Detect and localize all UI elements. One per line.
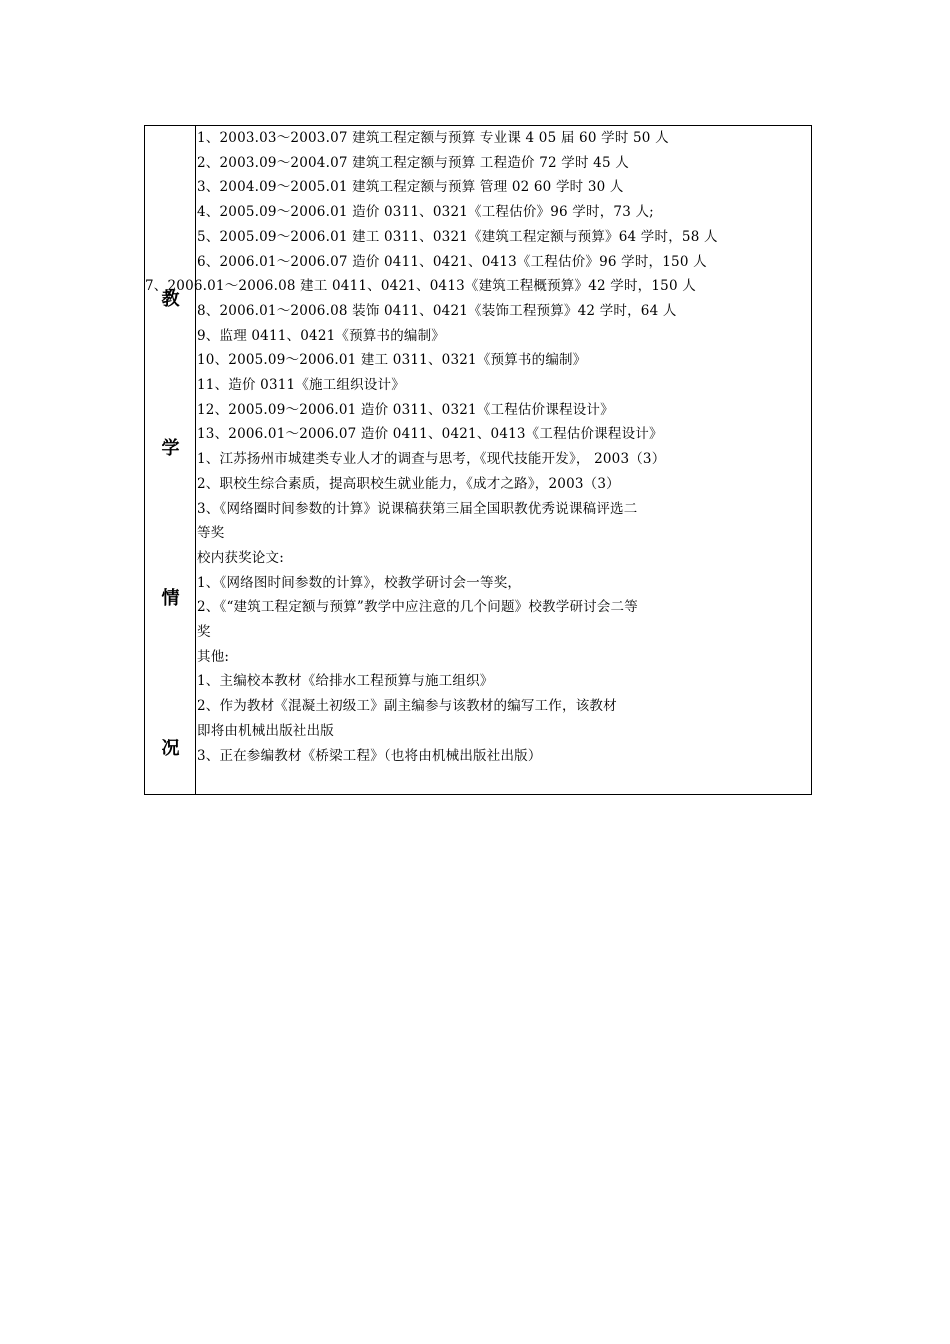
content-line: 3、《网络圈时间参数的计算》说课稿获第三届全国职教优秀说课稿评选二: [197, 500, 638, 517]
content-line: 11、造价 0311《施工组织设计》: [197, 377, 405, 393]
teaching-record-table: [144, 125, 812, 795]
content-line: 其他:: [197, 648, 230, 665]
content-line: 2、《“建筑工程定额与预算”教学中应注意的几个问题》校教学研讨会二等: [197, 599, 638, 616]
content-line: 7、2006.01～2006.08 建工 0411、0421、0413《建筑工程概预算》42 学时，150 人: [145, 278, 696, 295]
content-line: 1、主编校本教材《给排水工程预算与施工组织》: [197, 673, 494, 690]
content-line: 2、职校生综合素质，提高职校生就业能力，《成才之路》，2003（3）: [197, 475, 620, 492]
content-line: 2、作为教材《混凝土初级工》副主编参与该教材的编写工作，该教材: [197, 698, 617, 715]
content-line: 校内获奖论文:: [197, 549, 284, 566]
content-line: 12、2005.09～2006.01 造价 0311、0321《工程估价课程设计》: [197, 401, 614, 418]
content-line: 6、2006.01～2006.07 造价 0411、0421、0413《工程估价》96 学时，150 人: [197, 253, 707, 270]
section-label-char: 况: [161, 738, 180, 759]
content-line: 等奖: [197, 525, 225, 542]
content-line: 3、正在参编教材《桥梁工程》（也将由机械出版社出版）: [197, 747, 542, 764]
section-label-char: 学: [161, 438, 180, 459]
content-line: 5、2005.09～2006.01 建工 0311、0321《建筑工程定额与预算》64 学时，58 人: [197, 228, 718, 245]
section-label-column: [145, 126, 196, 794]
section-content-column: [145, 126, 811, 794]
content-line: 1、2003.03～2003.07 建筑工程定额与预算 专业课 4 05 届 60 学时 50 人: [197, 130, 669, 146]
content-line: 13、2006.01～2006.07 造价 0411、0421、0413《工程估价课程设计》: [197, 426, 663, 443]
content-line: 9、监理 0411、0421《预算书的编制》: [197, 327, 445, 344]
content-line: 即将由机械出版社出版: [197, 722, 334, 739]
content-line: 3、2004.09～2005.01 建筑工程定额与预算 管理 02 60 学时 30 人: [197, 179, 624, 196]
content-line: 4、2005.09～2006.01 造价 0311、0321《工程估价》96 学时，73 人;: [197, 204, 654, 221]
content-line: 8、2006.01～2006.08 装饰 0411、0421《装饰工程预算》42 学时，64 人: [197, 302, 677, 319]
content-line: 奖: [197, 624, 211, 640]
content-line: 10、2005.09～2006.01 建工 0311、0321《预算书的编制》: [197, 352, 587, 369]
content-line: 2、2003.09～2004.07 建筑工程定额与预算 工程造价 72 学时 45 人: [197, 154, 629, 171]
section-label-char: 教: [161, 289, 180, 310]
content-line: 1、《网络图时间参数的计算》，校教学研讨会一等奖，: [197, 574, 522, 591]
content-line: 1、江苏扬州市城建类专业人才的调查与思考，《现代技能开发》， 2003（3）: [197, 451, 666, 468]
section-label-char: 情: [161, 588, 180, 609]
